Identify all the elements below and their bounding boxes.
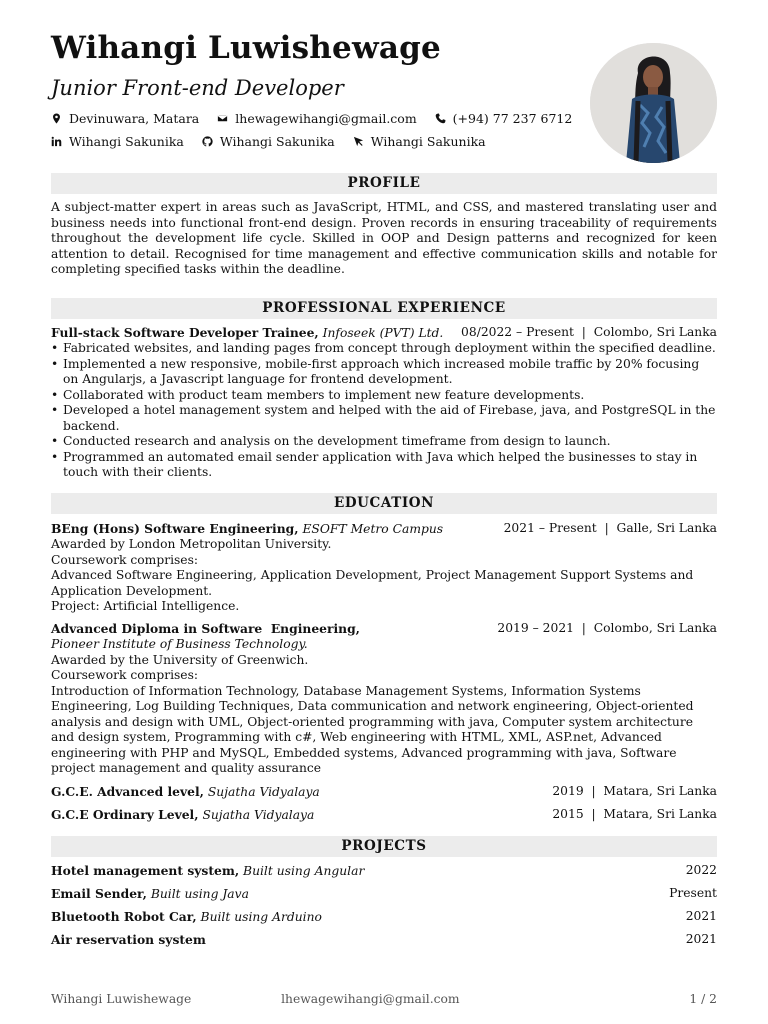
project-name: Hotel management system, — [51, 863, 240, 878]
education-beng-details — [51, 537, 717, 615]
experience-meta: 08/2022 – Present | Colombo, Sri Lanka — [461, 325, 717, 339]
education-ol-degree: G.C.E Ordinary Level, — [51, 807, 199, 822]
project-tech: Built using Angular — [243, 864, 365, 878]
project-title — [51, 886, 249, 903]
project-row — [51, 932, 717, 949]
github-icon — [202, 136, 213, 147]
page-footer — [51, 992, 717, 1006]
education-diploma-school-text: Pioneer Institute of Business Technology. — [51, 637, 308, 651]
profile-summary: A subject-matter expert in areas such as JavaScript, HTML, and CSS, and mastered translating user and business needs into functional front-end design. Proven records in ensuring traceability of requirements throughout the development life cycle. Skilled in OOP and Design patterns and recognized for keen attention to detail. Recognised for time management and effective communication skills and notable for completing specified tasks within the deadline. — [51, 200, 717, 277]
project-title — [51, 932, 206, 949]
linkedin-link[interactable]: Wihangi Sakunika — [69, 134, 184, 149]
list-item: • Programmed an automated email sender application with Java which helped the businesses to stay in touch with their clients. — [51, 450, 717, 481]
phone-icon — [435, 113, 446, 124]
project-year: 2022 — [685, 863, 717, 877]
education-beng-coursework: Advanced Software Engineering, Application Development, Project Management Support Systems and Application Development. — [51, 568, 694, 598]
project-row — [51, 909, 717, 926]
education-beng-school: ESOFT Metro Campus — [302, 522, 444, 536]
cursor-icon — [353, 136, 364, 147]
list-item: • Implemented a new responsive, mobile-first approach which increased mobile traffic by 20% focusing on Angularjs, a Javascript language for frontend development. — [51, 357, 717, 388]
list-item: • Conducted research and analysis on the development timeframe from design to launch. — [51, 434, 717, 450]
section-heading-experience: PROFESSIONAL EXPERIENCE — [51, 298, 717, 319]
location-pin-icon — [51, 113, 62, 124]
section-heading-education: EDUCATION — [51, 493, 717, 514]
footer-name: Wihangi Luwishewage — [51, 992, 192, 1006]
experience-entry-header — [51, 325, 717, 342]
experience-company: Infoseek (PVT) Ltd. — [322, 326, 444, 340]
education-ol-meta: 2015 | Matara, Sri Lanka — [552, 807, 717, 821]
linkedin-icon — [51, 136, 62, 147]
phone-item[interactable] — [435, 111, 573, 126]
project-name: Air reservation system — [51, 932, 206, 947]
education-al-meta: 2019 | Matara, Sri Lanka — [552, 784, 717, 798]
contact-row-social — [51, 134, 504, 149]
footer-page-number: 1 / 2 — [689, 992, 717, 1006]
section-heading-projects: PROJECTS — [51, 836, 717, 857]
education-diploma-degree: Advanced Diploma in Software Engineering, — [51, 621, 360, 636]
education-diploma-details — [51, 637, 717, 777]
github-item[interactable] — [202, 134, 335, 149]
education-beng-project: Project: Artificial Intelligence. — [51, 599, 240, 613]
experience-bullets — [51, 341, 717, 481]
education-diploma-header — [51, 621, 717, 638]
phone-text[interactable]: (+94) 77 237 6712 — [452, 111, 573, 126]
section-heading-profile: PROFILE — [51, 173, 717, 194]
project-name: Email Sender, — [51, 886, 147, 901]
list-item: • Collaborated with product team members to implement new feature developments. — [51, 388, 717, 404]
project-title — [51, 909, 322, 926]
project-name: Bluetooth Robot Car, — [51, 909, 197, 924]
profile-photo-image — [590, 43, 717, 163]
candidate-title: Junior Front-end Developer — [51, 76, 344, 100]
experience-role: Full-stack Software Developer Trainee, — [51, 325, 319, 340]
project-year: Present — [669, 886, 717, 900]
list-item: • Fabricated websites, and landing pages from concept through deployment within the specified deadline. — [51, 341, 717, 357]
project-tech: Built using Arduino — [200, 910, 322, 924]
education-beng-coursework-label: Coursework comprises: — [51, 552, 199, 567]
contact-row-primary — [51, 111, 590, 126]
education-beng-header — [51, 521, 717, 538]
list-item: • Developed a hotel management system and helped with the aid of Firebase, java, and PostgreSQL in the backend. — [51, 403, 717, 434]
education-al-degree: G.C.E. Advanced level, — [51, 784, 204, 799]
location-text: Devinuwara, Matara — [69, 111, 200, 126]
project-row — [51, 886, 717, 903]
portfolio-item[interactable] — [353, 134, 486, 149]
education-al-title — [51, 784, 320, 801]
experience-role-company — [51, 325, 443, 342]
education-beng-awarded: Awarded by London Metropolitan University. — [51, 537, 332, 551]
education-diploma-coursework-label: Coursework comprises: — [51, 668, 199, 682]
education-ol-school: Sujatha Vidyalaya — [202, 808, 315, 822]
project-title — [51, 863, 364, 880]
linkedin-item[interactable] — [51, 134, 184, 149]
education-diploma-meta: 2019 – 2021 | Colombo, Sri Lanka — [497, 621, 717, 635]
education-ol-title — [51, 807, 314, 824]
location-item — [51, 111, 199, 126]
education-ol-row — [51, 807, 717, 824]
profile-photo — [590, 43, 717, 163]
education-beng-degree: BEng (Hons) Software Engineering, — [51, 521, 299, 536]
portfolio-link[interactable]: Wihangi Sakunika — [370, 134, 486, 149]
email-link[interactable]: lhewagewihangi@gmail.com — [235, 111, 417, 126]
project-year: 2021 — [685, 932, 717, 946]
candidate-name: Wihangi Luwishewage — [51, 30, 441, 66]
education-beng-meta: 2021 – Present | Galle, Sri Lanka — [503, 521, 717, 535]
education-al-school: Sujatha Vidyalaya — [207, 785, 320, 799]
footer-email: lhewagewihangi@gmail.com — [281, 992, 460, 1006]
education-al-row — [51, 784, 717, 801]
education-diploma-coursework: Introduction of Information Technology, Database Management Systems, Information Systems Engineering, Log Building Techniques, Data communication and network engineering, Object-oriented analysis and design with UML, Object-oriented programming with java, Computer system architecture and design system, Programming with c#, Web engineering with HTML, XML, ASP.net, Advanced engineering with PHP and MySQL, Embedded systems, Advanced programming with java, Software project management and quality assurance — [51, 683, 694, 775]
education-diploma-school — [51, 637, 717, 653]
project-year: 2021 — [685, 909, 717, 923]
project-row — [51, 863, 717, 880]
education-diploma-title — [51, 621, 360, 638]
email-item[interactable] — [217, 111, 416, 126]
project-tech: Built using Java — [150, 887, 249, 901]
envelope-icon — [217, 113, 228, 124]
education-beng-title — [51, 521, 443, 538]
github-link[interactable]: Wihangi Sakunika — [219, 134, 335, 149]
education-diploma-awarded: Awarded by the University of Greenwich. — [51, 652, 309, 667]
